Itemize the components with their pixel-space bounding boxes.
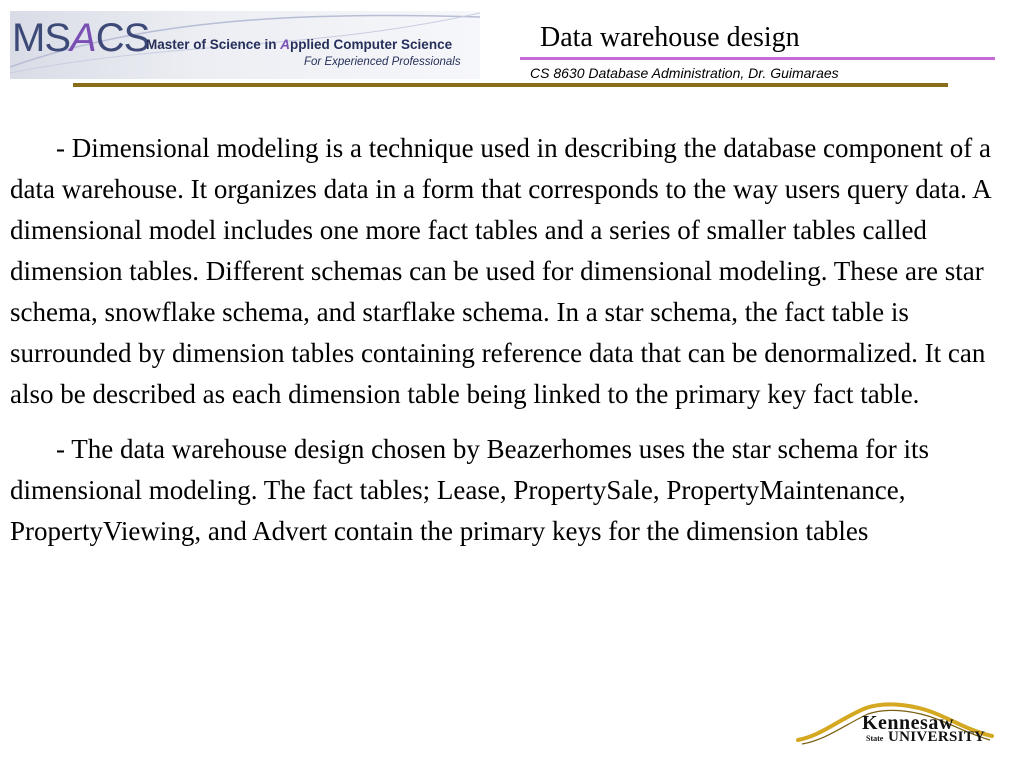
header-divider [73,83,948,87]
slide-body [10,128,1018,552]
body-paragraph: - The data warehouse design chosen by Beazerhomes uses the star schema for its dimensional modeling. The fact tables; Lease, PropertySale, PropertyMaintenance, PropertyViewing, and Advert contain the primary keys for the dimension tables [10,434,929,546]
slide-title: Data warehouse design [540,22,800,53]
course-subtitle: CS 8630 Database Administration, Dr. Guimaraes [530,65,839,81]
msacs-logo [10,11,480,79]
ksu-wordmark-university: UNIVERSITY [888,729,986,745]
logo-program-name: Master of Science in Applied Computer Science [146,37,453,52]
logo-tagline: For Experienced Professionals [304,56,461,68]
ksu-wordmark-kennesaw: Kennesaw [862,712,954,734]
logo-acronym: MSACS [12,16,150,60]
ksu-wordmark-state: State [866,734,884,743]
kennesaw-state-logo [796,700,996,750]
title-underline [520,57,995,60]
body-paragraph: - Dimensional modeling is a technique used in describing the database component of a data warehouse. It organizes data in a form that corresponds to the way users query data. A dimensional model includes one more fact tables and a series of smaller tables called dimension tables. Different schemas can be used for dimensional modeling. These are star schema, snowflake schema, and starflake schema. In a star schema, the fact table is surrounded by dimension tables containing reference data that can be denormalized. It can also be described as each dimension table being linked to the primary key fact table. [10,133,991,409]
